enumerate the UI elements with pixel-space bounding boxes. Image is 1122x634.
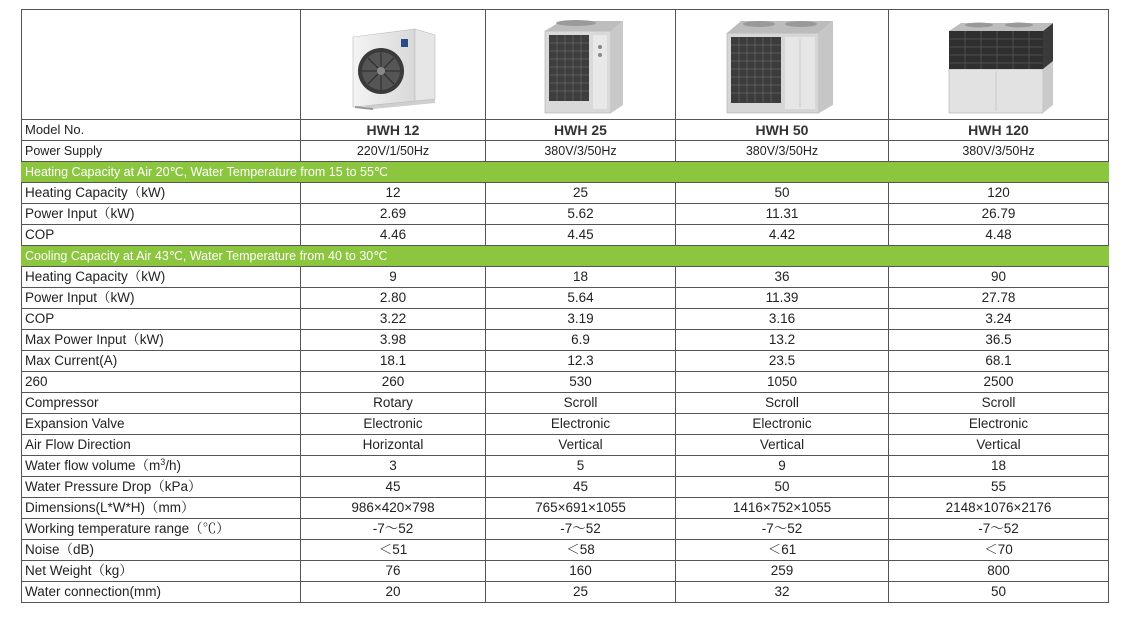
product-image-row (22, 10, 1109, 120)
row-label: Expansion Valve (22, 414, 301, 435)
table-cell: Vertical (889, 435, 1109, 456)
table-cell: 530 (486, 372, 676, 393)
table-row (22, 414, 1109, 435)
table-cell: 27.78 (889, 288, 1109, 309)
table-cell: Scroll (676, 393, 889, 414)
table-cell: 50 (676, 183, 889, 204)
table-cell: 68.1 (889, 351, 1109, 372)
table-cell: 13.2 (676, 330, 889, 351)
heat-pump-double-fan-unit-image (717, 13, 847, 117)
row-label: Dimensions(L*W*H)（mm） (22, 498, 301, 519)
table-cell: 9 (301, 267, 486, 288)
model-cell: HWH 120 (889, 120, 1109, 141)
table-cell: -7～52 (676, 519, 889, 540)
table-row (22, 498, 1109, 519)
table-cell: 55 (889, 477, 1109, 498)
table-cell: 18 (889, 456, 1109, 477)
table-cell: 76 (301, 561, 486, 582)
table-cell: ＜58 (486, 540, 676, 561)
table-cell: 45 (486, 477, 676, 498)
table-cell: 986×420×798 (301, 498, 486, 519)
table-cell: 5.64 (486, 288, 676, 309)
table-cell: Electronic (889, 414, 1109, 435)
row-label: Noise（dB) (22, 540, 301, 561)
heat-pump-box-unit-image (531, 13, 631, 117)
table-cell: 160 (486, 561, 676, 582)
table-cell: 260 (301, 372, 486, 393)
table-cell: 4.45 (486, 225, 676, 246)
table-cell: 1050 (676, 372, 889, 393)
cooling-section-title: Cooling Capacity at Air 43℃, Water Temperature from 40 to 30℃ (22, 246, 1109, 267)
row-label: Heating Capacity（kW) (22, 267, 301, 288)
row-label: COP (22, 225, 301, 246)
table-cell: Horizontal (301, 435, 486, 456)
table-cell: ＜61 (676, 540, 889, 561)
table-row (22, 267, 1109, 288)
table-cell: 5 (486, 456, 676, 477)
empty-corner-cell (22, 10, 301, 120)
product-image-hwh12 (301, 10, 486, 120)
table-cell: 3.22 (301, 309, 486, 330)
model-label: Model No. (22, 120, 301, 141)
table-cell: Vertical (486, 435, 676, 456)
table-cell: 4.42 (676, 225, 889, 246)
model-cell: HWH 25 (486, 120, 676, 141)
table-cell: 4.46 (301, 225, 486, 246)
table-cell: 12 (301, 183, 486, 204)
table-cell: Vertical (676, 435, 889, 456)
table-cell: 1416×752×1055 (676, 498, 889, 519)
table-row (22, 204, 1109, 225)
table-cell: 25 (486, 582, 676, 603)
table-row (22, 225, 1109, 246)
table-row (22, 519, 1109, 540)
cooling-section-header (22, 246, 1109, 267)
table-cell: 2.69 (301, 204, 486, 225)
table-cell: Electronic (486, 414, 676, 435)
row-label: Power Input（kW) (22, 288, 301, 309)
table-row (22, 351, 1109, 372)
product-image-hwh120 (889, 10, 1109, 120)
superscript: 3 (160, 457, 166, 467)
table-row (22, 435, 1109, 456)
row-label: Working temperature range（℃） (22, 519, 301, 540)
table-row (22, 477, 1109, 498)
row-label: Net Weight（kg） (22, 561, 301, 582)
table-row (22, 330, 1109, 351)
table-cell: 25 (486, 183, 676, 204)
table-cell: 26.79 (889, 204, 1109, 225)
table-row (22, 540, 1109, 561)
model-cell: HWH 12 (301, 120, 486, 141)
table-cell: 3.19 (486, 309, 676, 330)
table-cell: 50 (676, 477, 889, 498)
power-supply-label: Power Supply (22, 141, 301, 162)
table-cell: 32 (676, 582, 889, 603)
table-row (22, 183, 1109, 204)
row-label: Max Current(A) (22, 351, 301, 372)
table-cell: 2.80 (301, 288, 486, 309)
table-cell: 800 (889, 561, 1109, 582)
table-cell: 36.5 (889, 330, 1109, 351)
heating-section-title: Heating Capacity at Air 20℃, Water Temperature from 15 to 55℃ (22, 162, 1109, 183)
table-cell: 120 (889, 183, 1109, 204)
table-row (22, 582, 1109, 603)
spec-table (21, 9, 1109, 603)
row-label: Heating Capacity（kW) (22, 183, 301, 204)
table-cell: 3.24 (889, 309, 1109, 330)
row-label: Air Flow Direction (22, 435, 301, 456)
heat-pump-large-v-coil-unit-image (939, 13, 1059, 117)
row-label: Power Input（kW) (22, 204, 301, 225)
table-cell: -7～52 (301, 519, 486, 540)
power-supply-cell: 220V/1/50Hz (301, 141, 486, 162)
table-cell: ＜70 (889, 540, 1109, 561)
table-cell: 18 (486, 267, 676, 288)
power-supply-row (22, 141, 1109, 162)
table-row (22, 393, 1109, 414)
table-row (22, 456, 1109, 477)
table-cell: -7～52 (889, 519, 1109, 540)
table-cell: Rotary (301, 393, 486, 414)
table-cell: -7～52 (486, 519, 676, 540)
table-cell: 20 (301, 582, 486, 603)
row-label: Water Pressure Drop（kPa） (22, 477, 301, 498)
table-row (22, 561, 1109, 582)
model-row (22, 120, 1109, 141)
table-cell: Electronic (676, 414, 889, 435)
table-cell: 90 (889, 267, 1109, 288)
table-cell: 259 (676, 561, 889, 582)
table-cell: 765×691×1055 (486, 498, 676, 519)
row-label: Compressor (22, 393, 301, 414)
table-row (22, 309, 1109, 330)
power-supply-cell: 380V/3/50Hz (676, 141, 889, 162)
spec-table-container (21, 9, 1109, 603)
heating-section-header (22, 162, 1109, 183)
table-cell: 11.39 (676, 288, 889, 309)
table-cell: 2500 (889, 372, 1109, 393)
table-cell: 3.98 (301, 330, 486, 351)
table-cell: Scroll (889, 393, 1109, 414)
table-cell: 45 (301, 477, 486, 498)
row-label: 260 (22, 372, 301, 393)
row-label: Water connection(mm) (22, 582, 301, 603)
table-cell: 18.1 (301, 351, 486, 372)
table-row (22, 372, 1109, 393)
table-cell: 36 (676, 267, 889, 288)
row-label-text: Water flow volume（m (25, 458, 161, 473)
table-cell: 3.16 (676, 309, 889, 330)
heat-pump-small-unit-image (343, 15, 443, 115)
product-image-hwh25 (486, 10, 676, 120)
table-cell: Scroll (486, 393, 676, 414)
table-row (22, 288, 1109, 309)
table-cell: 12.3 (486, 351, 676, 372)
power-supply-cell: 380V/3/50Hz (889, 141, 1109, 162)
table-cell: 2148×1076×2176 (889, 498, 1109, 519)
table-cell: 4.48 (889, 225, 1109, 246)
model-cell: HWH 50 (676, 120, 889, 141)
table-cell: Electronic (301, 414, 486, 435)
row-label: COP (22, 309, 301, 330)
table-cell: 50 (889, 582, 1109, 603)
product-image-hwh50 (676, 10, 889, 120)
table-cell: 9 (676, 456, 889, 477)
table-cell: 5.62 (486, 204, 676, 225)
row-label (22, 456, 301, 477)
table-cell: 3 (301, 456, 486, 477)
row-label-text: /h) (165, 458, 182, 473)
row-label: Max Power Input（kW) (22, 330, 301, 351)
table-cell: ＜51 (301, 540, 486, 561)
power-supply-cell: 380V/3/50Hz (486, 141, 676, 162)
table-cell: 23.5 (676, 351, 889, 372)
table-cell: 11.31 (676, 204, 889, 225)
table-cell: 6.9 (486, 330, 676, 351)
